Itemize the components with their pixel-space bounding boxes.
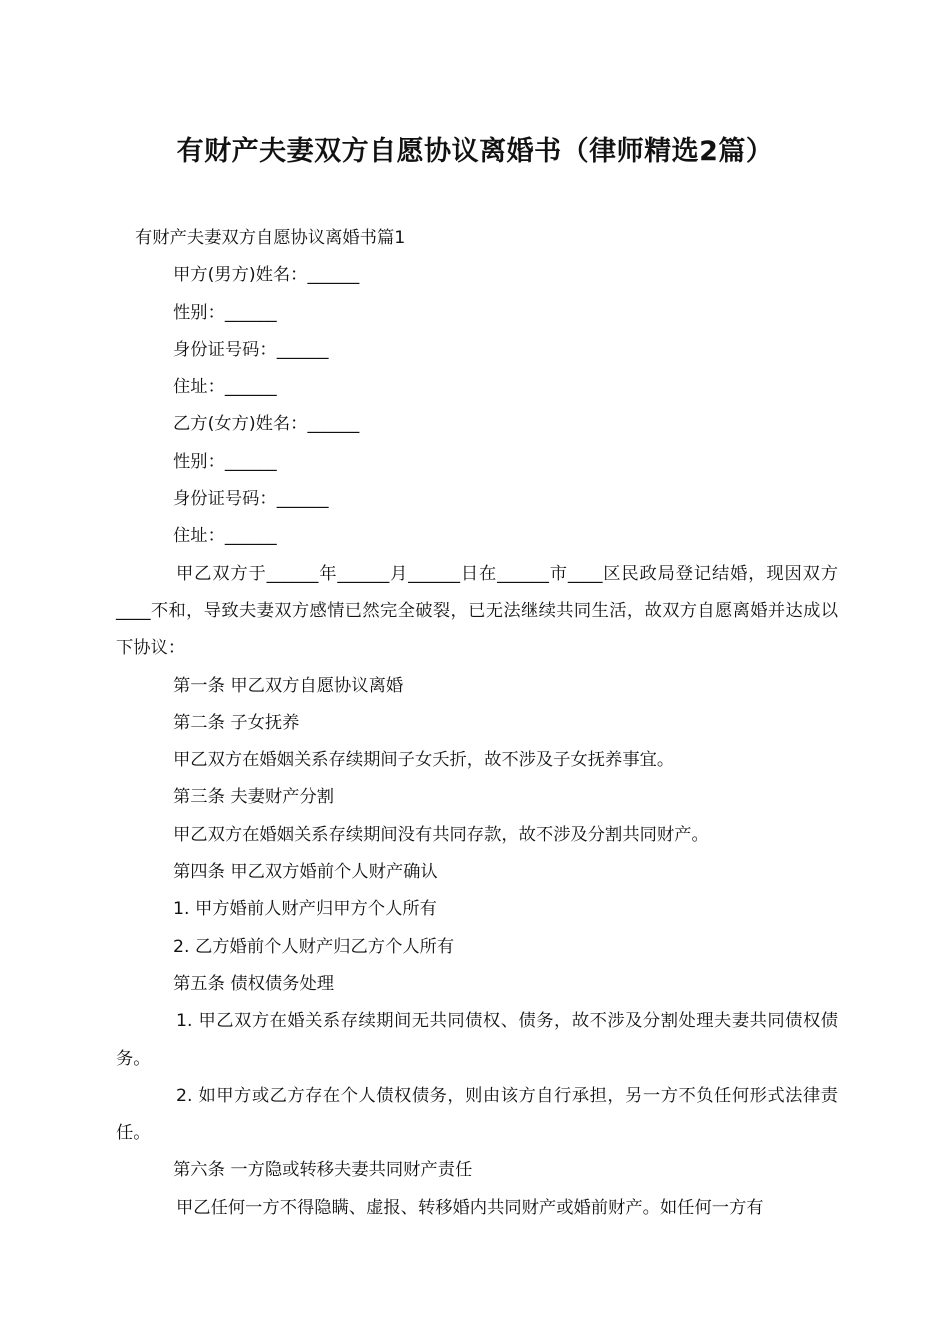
document-body: [116, 220, 838, 1227]
field-male-id-number: 身份证号码：______: [173, 339, 329, 360]
field-male-name: 甲方(男方)姓名：______: [173, 265, 360, 286]
article-5-item-1: 1. 甲乙双方在婚关系存续期间无共同债权、债务，故不涉及分割处理夫妻共同债权债务。: [116, 1011, 838, 1069]
field-male-gender: 性别：______: [173, 302, 277, 323]
article-4-item-2: 2. 乙方婚前个人财产归乙方个人所有: [173, 936, 455, 957]
section-heading: 有财产夫妻双方自愿协议离婚书篇1: [135, 228, 406, 248]
article-4-heading: 第四条 甲乙双方婚前个人财产确认: [173, 862, 438, 883]
article-4-item-1: 1. 甲方婚前人财产归甲方个人所有: [173, 899, 437, 920]
field-female-gender: 性别：______: [173, 451, 277, 472]
article-5-heading: 第五条 债权债务处理: [173, 973, 335, 994]
article-6-heading: 第六条 一方隐或转移夫妻共同财产责任: [173, 1160, 473, 1181]
field-female-address: 住址：______: [173, 526, 277, 547]
intro-paragraph: 甲乙双方于______年______月______日在______市____区民政局登记结婚，现因双方____不和，导致夫妻双方感情已然完全破裂，已无法继续共同生活，故双方自愿离婚并达成以下协议：: [116, 563, 838, 659]
article-1-heading: 第一条 甲乙双方自愿协议离婚: [173, 675, 404, 696]
field-female-name: 乙方(女方)姓名：______: [173, 414, 360, 435]
article-2-text: 甲乙双方在婚姻关系存续期间子女夭折，故不涉及子女抚养事宜。: [173, 750, 675, 771]
field-female-id-number: 身份证号码：______: [173, 489, 329, 510]
article-6-text: 甲乙任何一方不得隐瞒、虚报、转移婚内共同财产或婚前财产。如任何一方有: [176, 1197, 764, 1218]
article-2-heading: 第二条 子女抚养: [173, 712, 300, 733]
article-3-heading: 第三条 夫妻财产分割: [173, 787, 335, 808]
article-3-text: 甲乙双方在婚姻关系存续期间没有共同存款，故不涉及分割共同财产。: [173, 824, 709, 845]
article-5-item-2: 2. 如甲方或乙方存在个人债权债务，则由该方自行承担，另一方不负任何形式法律责任。: [116, 1085, 838, 1144]
document-title: 有财产夫妻双方自愿协议离婚书（律师精选2篇）: [176, 136, 774, 167]
field-male-address: 住址：______: [173, 377, 277, 398]
